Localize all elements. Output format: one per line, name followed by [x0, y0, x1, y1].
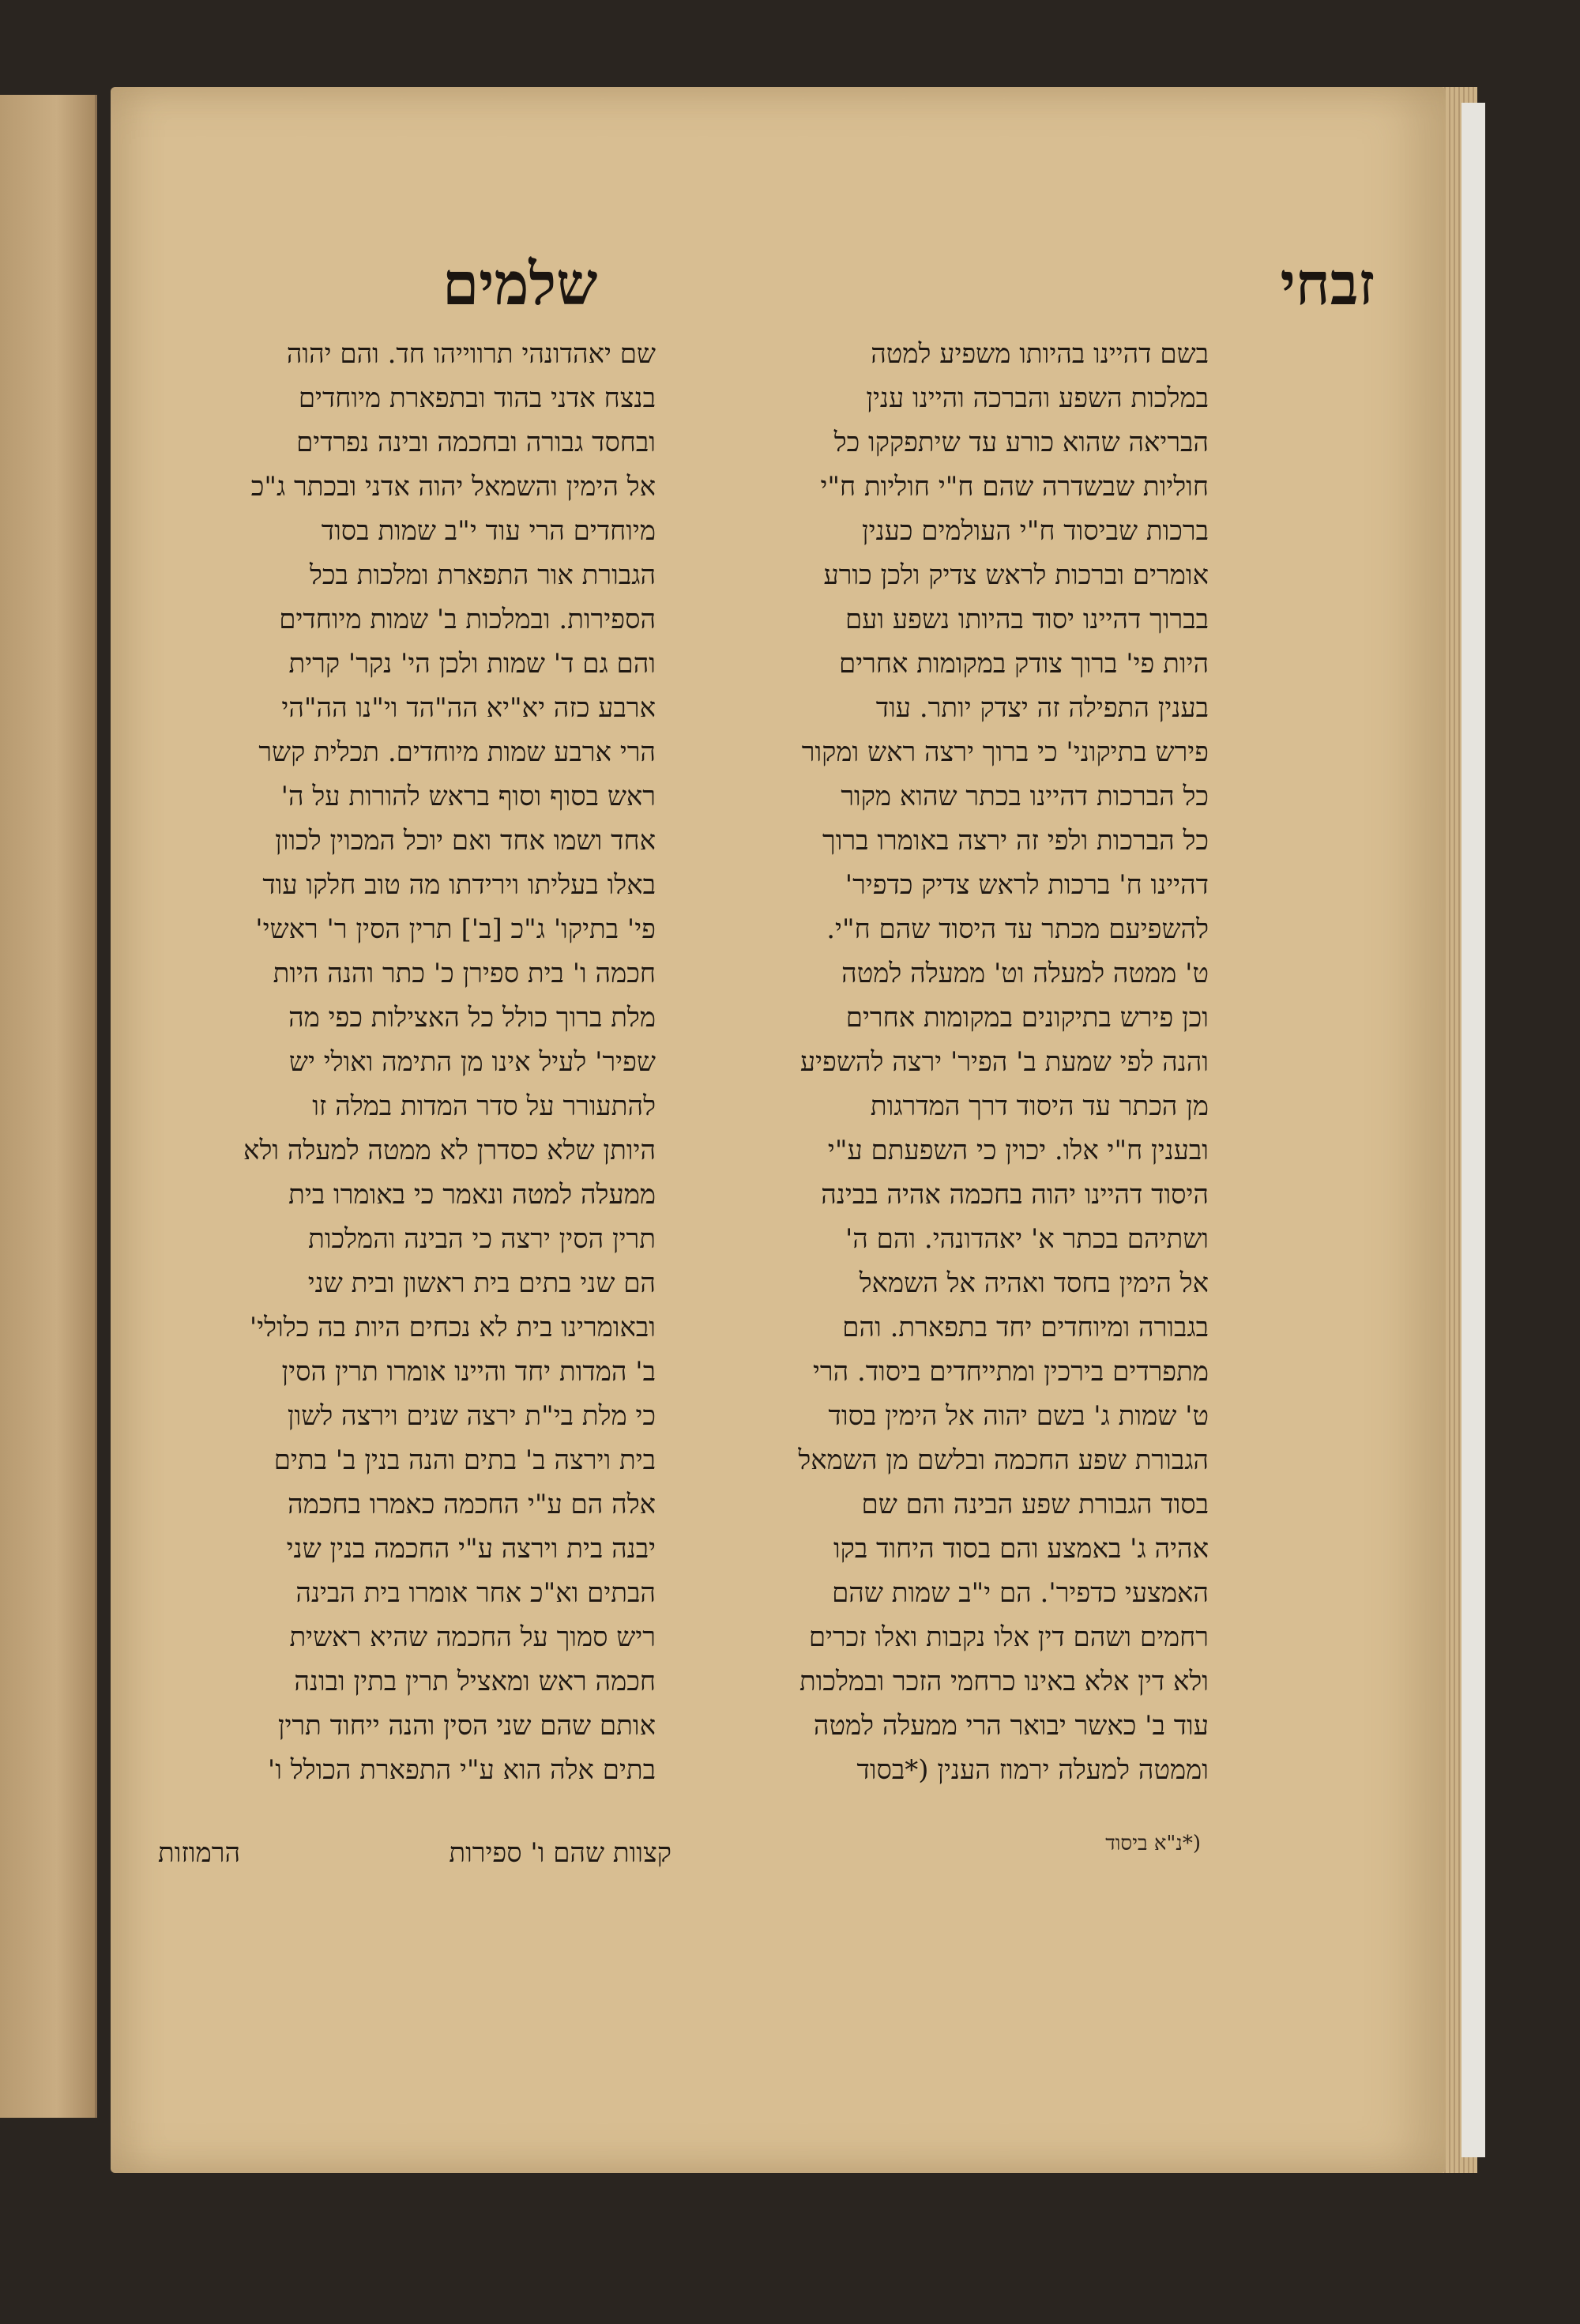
text-line: ב' המדות יחד והיינו אומרו תרין הסין — [281, 1356, 656, 1388]
text-line: מתפרדים בירכין ומתייחדים ביסוד. הרי — [812, 1356, 1209, 1388]
text-line: יבנה בית וירצה ע"י החכמה בנין שני — [286, 1533, 656, 1565]
text-columns — [158, 332, 1209, 1849]
text-line: בתים אלה הוא ע"י התפארת הכולל ו' — [267, 1754, 656, 1786]
text-line: פי' בתיקו' ג"כ [ב'] תרין הסין ר' ראשי' — [255, 913, 656, 945]
text-line: הגבורת שפע החכמה ובלשם מן השמאל — [798, 1444, 1209, 1476]
text-line: דהיינו ח' ברכות לראש צדיק כדפיר' — [845, 869, 1209, 901]
text-line: וכן פירש בתיקונים במקומות אחרים — [845, 1002, 1209, 1034]
text-line: להתעורר על סדר המדות במלה זו — [312, 1090, 656, 1122]
text-line: מן הכתר עד היסוד דרך המדרגות — [870, 1090, 1209, 1122]
left-column — [158, 332, 656, 1849]
text-line: שפיר' לעיל אינו מן התימה ואולי יש — [288, 1046, 656, 1078]
text-line: ט' שמות ג' בשם יהוה אל הימין בסוד — [828, 1400, 1209, 1432]
text-line: ובאומרינו בית לא נכחים היות בה כלולי' — [249, 1312, 656, 1343]
text-line: אותם שהם שני הסין והנה ייחוד תרין — [277, 1710, 656, 1742]
text-line: הבתים וא"כ אחר אומרו בית הבינה — [295, 1577, 656, 1609]
text-line: תרין הסין ירצה כי הבינה והמלכות — [308, 1223, 656, 1255]
text-line: בית וירצה ב' בתים והנה בנין ב' בתים — [273, 1444, 656, 1476]
text-line: הרי ארבע שמות מיוחדים. תכלית קשר — [258, 736, 656, 768]
catchword: הרמוזות — [158, 1837, 241, 1869]
adjacent-page-edge — [0, 95, 97, 2118]
text-line: בסוד הגבורת שפע הבינה והם שם — [861, 1489, 1209, 1520]
text-line: בברוך דהיינו יסוד בהיותו נשפע ועם — [845, 604, 1209, 635]
footnote: (*נ"א ביסוד — [1105, 1832, 1201, 1855]
text-line: והנה לפי שמעת ב' הפיר' ירצה להשפיע — [799, 1046, 1209, 1078]
text-line: ובחסד גבורה ובחכמה ובינה נפרדים — [296, 427, 656, 458]
text-line: מיוחדים הרי עוד י"ב שמות בסוד — [321, 515, 656, 547]
catchword-last-line: קצוות שהם ו' ספירות — [449, 1837, 672, 1869]
text-line: ולא דין אלא באינו כרחמי הזכר ובמלכות — [799, 1666, 1209, 1697]
text-line: ראש בסוף וסוף בראש להורות על ה' — [280, 781, 656, 812]
header-title-right: זבחי — [1280, 250, 1375, 318]
text-line: ובענין ח"י אלו. יכוין כי השפעתם ע"י — [827, 1135, 1209, 1166]
text-line: חכמה ו' בית ספירן כ' כתר והנה היות — [273, 958, 656, 989]
text-line: מלת ברוך כולל כל האצילות כפי מה — [288, 1002, 656, 1034]
text-line: אהיה ג' באמצע והם בסוד היחוד בקו — [833, 1533, 1209, 1565]
text-line: ט' ממטה למעלה וט' ממעלה למטה — [841, 958, 1209, 989]
text-line: במלכות השפע והברכה והיינו ענין — [866, 382, 1209, 414]
text-line: כל הברכות דהיינו בכתר שהוא מקור — [841, 781, 1209, 812]
text-line: ברכות שביסוד ח"י העולמים כענין — [862, 515, 1209, 547]
catchword-line — [158, 1837, 672, 1885]
text-line: פירש בתיקוני' כי ברוך ירצה ראש ומקור — [801, 736, 1209, 768]
text-line: חכמה ראש ומאציל תרין בתין ובונה — [294, 1666, 656, 1697]
book-cover-edge — [1462, 103, 1485, 2157]
text-line: הבריאה שהוא כורע עד שיתפקקו כל — [833, 427, 1209, 458]
right-column — [711, 332, 1209, 1849]
text-line: להשפיעם מכתר עד היסוד שהם ח"י. — [826, 913, 1209, 945]
text-line: עוד ב' כאשר יבואר הרי ממעלה למטה — [813, 1710, 1209, 1742]
text-line: בענין התפילה זה יצדק יותר. עוד — [875, 692, 1209, 724]
text-line: רחמים ושהם דין אלו נקבות ואלו זכרים — [808, 1622, 1209, 1653]
text-line: וממטה למעלה ירמוז הענין (*בסוד — [856, 1754, 1209, 1786]
text-line: אומרים וברכות לראש צדיק ולכן כורע — [823, 559, 1209, 591]
text-line: בנצח אדני בהוד ובתפארת מיוחדים — [298, 382, 656, 414]
text-line: אחד ושמו אחד ואם יוכל המכוין לכוון — [275, 825, 656, 857]
text-line: היות פי' ברוך צודק במקומות אחרים — [839, 648, 1209, 680]
header-title-left: שלמים — [442, 250, 598, 318]
text-line: אל הימין בחסד ואהיה אל השמאל — [859, 1267, 1209, 1299]
running-header — [442, 237, 1375, 332]
text-line: בשם דהיינו בהיותו משפיע למטה — [871, 338, 1209, 370]
text-line: ושתיהם בכתר א' יאהדונהי. והם ה' — [845, 1223, 1209, 1255]
text-line: היותן שלא כסדרן לא ממטה למעלה ולא — [243, 1135, 656, 1166]
text-line: שם יאהדונהי תרווייהו חד. והם יהוה — [286, 338, 656, 370]
text-line: כי מלת בי"ת ירצה שנים וירצה לשון — [287, 1400, 656, 1432]
text-line: היסוד דהיינו יהוה בחכמה אהיה בבינה — [821, 1179, 1209, 1211]
text-line: באלו בעליתו וירידתו מה טוב חלקו עוד — [262, 869, 656, 901]
text-line: האמצעי כדפיר'. הם י"ב שמות שהם — [832, 1577, 1209, 1609]
text-line: ארבע כזה יא"יא הה"הד וי"נו הה"הי — [281, 692, 656, 724]
text-line: הגבורת אור התפארת ומלכות בכל — [310, 559, 656, 591]
text-line: חוליות שבשדרה שהם ח"י חוליות ח"י — [820, 471, 1209, 503]
text-line: בגבורה ומיוחדים יחד בתפארת. והם — [842, 1312, 1209, 1343]
text-line: אלה הם ע"י החכמה כאמרו בחכמה — [288, 1489, 656, 1520]
text-line: כל הברכות ולפי זה ירצה באומרו ברוך — [822, 825, 1209, 857]
text-line: והם גם ד' שמות ולכן הי' נקר' קרית — [288, 648, 656, 680]
text-line: ממעלה למטה ונאמר כי באומרו בית — [288, 1179, 656, 1211]
text-line: הם שני בתים בית ראשון ובית שני — [307, 1267, 656, 1299]
text-line: ריש סמוך על החכמה שהיא ראשית — [289, 1622, 656, 1653]
text-line: הספירות. ובמלכות ב' שמות מיוחדים — [279, 604, 656, 635]
text-line: אל הימין והשמאל יהוה אדני ובכתר ג"כ — [250, 471, 656, 503]
